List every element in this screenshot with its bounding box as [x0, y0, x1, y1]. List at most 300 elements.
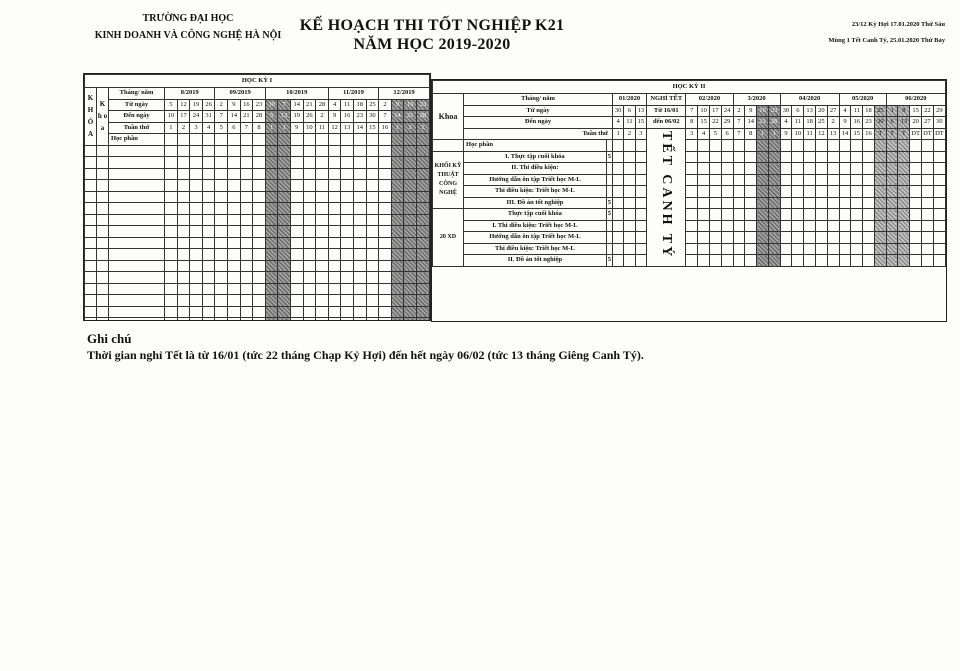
sem1-grid-cell: [240, 157, 253, 169]
sem2-grid-cell: [839, 220, 851, 232]
sem1-grid-cell: [328, 214, 341, 226]
sem2-grid-cell: [757, 255, 769, 267]
sem1-grid-cell: [353, 191, 366, 203]
sem1-grid-cell: [190, 168, 203, 180]
sem1-grid-cell: [316, 157, 329, 169]
sem1-body-cell: [97, 283, 109, 295]
sem1-week-cell: 13: [341, 122, 354, 134]
sem1-grid-cell: [353, 145, 366, 157]
sem2-week-b-cell: 1: [768, 128, 780, 140]
sem2-grid-cell: [768, 255, 780, 267]
sem2-week-b-cell: 11: [804, 128, 816, 140]
sem2-grid-cell: [624, 163, 635, 175]
sem2-grid-cell: [874, 209, 886, 221]
sem1-title: HỌC KỲ I: [85, 75, 430, 88]
sem2-to-a-cell: 15: [635, 117, 646, 129]
sem2-to-b-cell: 22: [709, 117, 721, 129]
sem2-title: HỌC KỲ II: [433, 81, 946, 94]
sem1-grid-cell: [379, 157, 392, 169]
sem2-grid-cell: [922, 140, 934, 152]
sem1-grid-cell: [341, 226, 354, 238]
sem2-grid-cell: [733, 255, 745, 267]
sem1-grid-cell: [391, 283, 404, 295]
school-line-1: TRƯỜNG ĐẠI HỌC: [142, 13, 234, 24]
sem2-grid-cell: [839, 151, 851, 163]
sem1-grid-cell: [303, 191, 316, 203]
sem1-grid-cell: [416, 203, 429, 215]
sem2-week-b-cell: 9: [780, 128, 792, 140]
sem1-grid-cell: [379, 283, 392, 295]
sem2-grid-cell: [933, 140, 945, 152]
sem1-week-cell: 4: [202, 122, 215, 134]
sem2-grid-cell: [721, 243, 733, 255]
sem2-from-b-cell: 6: [792, 105, 804, 117]
sem1-grid-cell: [366, 249, 379, 261]
sem2-grid-cell: [698, 220, 710, 232]
sem1-grid-cell: [366, 157, 379, 169]
sem2-grid-cell: [827, 174, 839, 186]
sem2-from-b-cell: 15: [910, 105, 922, 117]
sem1-to-cell: 31: [202, 111, 215, 123]
sem1-week-cell: 5: [215, 122, 228, 134]
khoa-vertical-1: K H Ó A: [85, 88, 97, 146]
sem2-grid-cell: [863, 186, 875, 198]
sem1-grid-cell: [290, 306, 303, 318]
sem2-grid-cell: [635, 243, 646, 255]
sem1-week-cell: 3: [190, 122, 203, 134]
sem1-grid-cell: [391, 249, 404, 261]
sem1-grid-cell: [190, 249, 203, 261]
sem2-to-b-cell: 23: [863, 117, 875, 129]
sem1-grid-cell: [253, 180, 266, 192]
sem1-month-1: 09/2019: [215, 88, 265, 100]
sem2-grid-cell: [768, 209, 780, 221]
sem2-grid-cell: [757, 220, 769, 232]
sem1-grid-cell: [303, 249, 316, 261]
sem1-grid-cell: [366, 168, 379, 180]
sem1-grid-cell: [391, 168, 404, 180]
sem2-grid-cell: [815, 243, 827, 255]
sem1-grid-cell: [303, 145, 316, 157]
sem1-body-cell: [85, 157, 97, 169]
tet-vertical-label: TẾT CANH TÝ: [659, 130, 675, 260]
sem1-grid-cell: [177, 260, 190, 272]
sem2-grid-cell: [768, 151, 780, 163]
sem2-grid-cell: [780, 140, 792, 152]
sem2-grid-cell: [768, 243, 780, 255]
subject-num-group2-0: 5: [606, 209, 612, 221]
sem2-grid-cell: [898, 232, 910, 244]
tet-range-from: Từ 16/01: [647, 105, 686, 117]
sem1-grid-cell: [177, 249, 190, 261]
sem1-grid-cell: [290, 168, 303, 180]
sem1-from-cell: 26: [202, 99, 215, 111]
sem1-grid-cell: [290, 191, 303, 203]
sem1-grid-cell: [265, 168, 278, 180]
sem2-from-b-cell: 22: [922, 105, 934, 117]
sem1-grid-cell: [228, 237, 241, 249]
sem2-grid-cell: [624, 151, 635, 163]
sem1-grid-cell: [341, 237, 354, 249]
sem2-grid-cell: [804, 174, 816, 186]
sem2-from-b-cell: 2: [733, 105, 745, 117]
sem2-grid-cell: [804, 255, 816, 267]
sem1-body-cell: [109, 180, 165, 192]
sem1-grid-cell: [190, 214, 203, 226]
sem1-grid-cell: [379, 145, 392, 157]
subject-group2-0: Thực tập cuối khóa: [464, 209, 607, 221]
sem2-from-b-cell: 17: [709, 105, 721, 117]
sem2-grid-cell: [745, 163, 757, 175]
sem1-grid-cell: [391, 272, 404, 284]
sem2-grid-cell: [721, 163, 733, 175]
sem2-grid-cell: [721, 151, 733, 163]
sem1-grid-cell: [404, 191, 417, 203]
sem1-grid-cell: [215, 180, 228, 192]
sem2-grid-cell: [709, 220, 721, 232]
sem2-grid-cell: [898, 243, 910, 255]
sem2-week-b-cell: 8: [745, 128, 757, 140]
sem1-grid-cell: [379, 134, 392, 146]
sem2-grid-cell: [815, 140, 827, 152]
sem1-grid-cell: [228, 283, 241, 295]
sem1-body-cell: [109, 157, 165, 169]
sem2-grid-cell: [815, 174, 827, 186]
sem2-grid-cell: [624, 197, 635, 209]
sem2-grid-cell: [635, 209, 646, 221]
sem2-grid-cell: [709, 243, 721, 255]
sem2-grid-cell: [780, 197, 792, 209]
subject-num-group2-4: 5: [606, 255, 612, 267]
sem1-grid-cell: [416, 272, 429, 284]
sem1-grid-cell: [416, 237, 429, 249]
sem2-grid-cell: [624, 186, 635, 198]
sem2-from-b-cell: 9: [745, 105, 757, 117]
sem2-week-b-cell: 12: [815, 128, 827, 140]
sem2-grid-cell: [686, 255, 698, 267]
sem1-body-cell: [109, 226, 165, 238]
sem1-to-cell: 14: [391, 111, 404, 123]
sem2-grid-cell: [686, 232, 698, 244]
note-text: Thời gian nghỉ Tết là từ 16/01 (tức 22 tháng Chạp Kỷ Hợi) đến hết ngày 06/02 (tức 13 tháng Giêng Canh Tý).: [87, 348, 644, 362]
sem1-grid-cell: [316, 318, 329, 322]
sem1-grid-cell: [215, 168, 228, 180]
sem2-grid-cell: [839, 174, 851, 186]
sem2-grid-cell: [874, 163, 886, 175]
sem2-to-b-cell: 30: [874, 117, 886, 129]
sem1-grid-cell: [391, 295, 404, 307]
sem1-grid-cell: [404, 237, 417, 249]
sem2-grid-cell: [898, 209, 910, 221]
kho-vertical-1: K h o a: [97, 88, 109, 146]
sem2-week-a-cell: 2: [624, 128, 635, 140]
sem1-grid-cell: [328, 283, 341, 295]
sem2-grid-cell: [886, 140, 898, 152]
sem2-grid-cell: [635, 151, 646, 163]
sem2-from-b-cell: 29: [933, 105, 945, 117]
sem1-grid-cell: [190, 180, 203, 192]
sem1-grid-cell: [404, 226, 417, 238]
sem1-grid-cell: [215, 283, 228, 295]
sem2-grid-cell: [898, 174, 910, 186]
sem1-grid-cell: [366, 203, 379, 215]
sem2-grid-cell: [745, 186, 757, 198]
sem1-grid-cell: [416, 260, 429, 272]
sem1-grid-cell: [177, 191, 190, 203]
sem1-grid-cell: [290, 260, 303, 272]
sem1-grid-cell: [341, 203, 354, 215]
sem2-grid-cell: [733, 186, 745, 198]
sem1-grid-cell: [278, 168, 291, 180]
sem2-month-3: 3/2020: [733, 94, 780, 106]
sem2-grid-cell: [768, 220, 780, 232]
sem1-from-cell: 9: [391, 99, 404, 111]
sem1-grid-cell: [316, 306, 329, 318]
sem1-from-cell: 23: [416, 99, 429, 111]
sem1-grid-cell: [228, 260, 241, 272]
sem2-grid-cell: [721, 197, 733, 209]
sem1-grid-cell: [290, 203, 303, 215]
sem2-grid-cell: [698, 243, 710, 255]
sem1-grid-cell: [404, 214, 417, 226]
sem2-grid-cell: [922, 186, 934, 198]
sem1-grid-cell: [228, 168, 241, 180]
sem2-grid-cell: [635, 174, 646, 186]
sem1-grid-cell: [265, 203, 278, 215]
sem2-grid-cell: [933, 174, 945, 186]
sem1-week-cell: 8: [253, 122, 266, 134]
sem1-body-cell: [97, 295, 109, 307]
sem2-grid-cell: [851, 197, 863, 209]
sem2-grid-cell: [721, 232, 733, 244]
sem1-grid-cell: [353, 306, 366, 318]
sem1-to-cell: 7: [379, 111, 392, 123]
sem1-grid-cell: [404, 180, 417, 192]
sem1-grid-cell: [391, 191, 404, 203]
sem2-grid-cell: [851, 140, 863, 152]
sem1-grid-cell: [379, 306, 392, 318]
sem1-grid-cell: [265, 295, 278, 307]
sem2-grid-cell: [698, 209, 710, 221]
sem1-grid-cell: [404, 168, 417, 180]
sem2-grid-cell: [698, 163, 710, 175]
sem1-grid-cell: [353, 318, 366, 322]
sem2-from-b-cell: 8: [898, 105, 910, 117]
sem2-grid-cell: [898, 255, 910, 267]
sem1-body-cell: [109, 191, 165, 203]
sem2-grid-cell: [698, 255, 710, 267]
sem2-grid-cell: [757, 209, 769, 221]
sem1-grid-cell: [353, 168, 366, 180]
sem2-grid-cell: [922, 174, 934, 186]
sem1-grid-cell: [303, 203, 316, 215]
sem1-to-cell: 10: [165, 111, 178, 123]
sem1-grid-cell: [278, 226, 291, 238]
sem1-grid-cell: [265, 283, 278, 295]
sem2-grid-cell: [839, 186, 851, 198]
sem1-grid-cell: [253, 157, 266, 169]
sem2-grid-cell: [624, 209, 635, 221]
sem1-grid-cell: [253, 272, 266, 284]
sem2-grid-cell: [698, 232, 710, 244]
sem1-grid-cell: [366, 318, 379, 322]
sem1-body-cell: [85, 237, 97, 249]
sem1-grid-cell: [165, 214, 178, 226]
sem1-grid-cell: [328, 272, 341, 284]
sem1-grid-cell: [366, 180, 379, 192]
sem1-grid-cell: [353, 134, 366, 146]
sem2-grid-cell: [757, 186, 769, 198]
sem1-grid-cell: [265, 180, 278, 192]
sem1-to-cell: 30: [366, 111, 379, 123]
sem2-grid-cell: [815, 220, 827, 232]
sem2-to-b-cell: 15: [698, 117, 710, 129]
sem1-grid-cell: [328, 318, 341, 322]
sem1-grid-cell: [165, 180, 178, 192]
sem1-body-cell: [97, 214, 109, 226]
sem1-grid-cell: [228, 180, 241, 192]
sem1-grid-cell: [290, 157, 303, 169]
sem2-from-label: Từ ngày: [464, 105, 613, 117]
sem1-grid-cell: [366, 134, 379, 146]
sem1-grid-cell: [202, 157, 215, 169]
sem2-from-b-cell: 16: [757, 105, 769, 117]
sem1-grid-cell: [316, 226, 329, 238]
sem1-grid-cell: [265, 237, 278, 249]
sem2-grid-cell: [922, 197, 934, 209]
sem1-grid-cell: [202, 180, 215, 192]
sem1-grid-cell: [290, 249, 303, 261]
sem2-grid-cell: [792, 186, 804, 198]
sem2-from-a-cell: 30: [612, 105, 623, 117]
sem1-grid-cell: [253, 203, 266, 215]
sem1-grid-cell: [316, 295, 329, 307]
sem1-grid-cell: [316, 260, 329, 272]
sem2-grid-cell: [827, 220, 839, 232]
sem1-body-cell: [85, 191, 97, 203]
sem1-grid-cell: [190, 191, 203, 203]
sem2-grid-cell: [792, 243, 804, 255]
sem1-grid-cell: [303, 283, 316, 295]
sem2-week-b-cell: DT: [922, 128, 934, 140]
sem2-week-b-cell: 3: [686, 128, 698, 140]
sem1-body-cell: [85, 226, 97, 238]
sem1-grid-cell: [265, 214, 278, 226]
sem1-grid-cell: [328, 191, 341, 203]
sem1-grid-cell: [202, 191, 215, 203]
sem2-grid-cell: [792, 197, 804, 209]
sem2-grid-cell: [757, 140, 769, 152]
sem2-grid-cell: [851, 255, 863, 267]
sem2-grid-cell: [815, 186, 827, 198]
tet-column: [647, 128, 686, 266]
sem2-grid-cell: [886, 255, 898, 267]
sem2-grid-cell: [733, 174, 745, 186]
sem2-grid-cell: [898, 186, 910, 198]
sem2-from-b-cell: 20: [815, 105, 827, 117]
sem1-grid-cell: [416, 214, 429, 226]
sem2-grid-cell: [910, 197, 922, 209]
sem2-grid-cell: [768, 197, 780, 209]
sem2-grid-cell: [612, 197, 623, 209]
sem2-grid-cell: [874, 140, 886, 152]
sem1-body-cell: [97, 191, 109, 203]
sem1-body-cell: [85, 318, 97, 322]
sem1-grid-cell: [290, 237, 303, 249]
sem2-grid-cell: [839, 243, 851, 255]
sem2-grid-cell: [792, 163, 804, 175]
sem1-grid-cell: [290, 295, 303, 307]
sem2-to-b-cell: 8: [686, 117, 698, 129]
sem1-grid-cell: [366, 283, 379, 295]
sem1-grid-cell: [190, 226, 203, 238]
sem1-grid-cell: [190, 318, 203, 322]
sem1-grid-cell: [404, 134, 417, 146]
sem1-grid-cell: [416, 306, 429, 318]
sem2-to-b-cell: 9: [839, 117, 851, 129]
sem1-week-label: Tuần thứ: [109, 122, 165, 134]
sem1-grid-cell: [215, 295, 228, 307]
sem1-grid-cell: [240, 226, 253, 238]
sem1-to-cell: 21: [240, 111, 253, 123]
sem1-grid-cell: [391, 306, 404, 318]
sem2-grid-cell: [686, 197, 698, 209]
sem1-week-cell: 11: [316, 122, 329, 134]
sem2-from-b-cell: 1: [886, 105, 898, 117]
sem2-week-b-cell: 14: [839, 128, 851, 140]
sem2-grid-cell: [792, 174, 804, 186]
sem2-grid-cell: [792, 140, 804, 152]
sem1-grid-cell: [328, 249, 341, 261]
sem1-grid-cell: [404, 157, 417, 169]
sem2-grid-cell: [933, 243, 945, 255]
sem1-grid-cell: [290, 134, 303, 146]
sem1-grid-cell: [165, 203, 178, 215]
sem2-from-b-cell: 13: [804, 105, 816, 117]
sem1-grid-cell: [391, 260, 404, 272]
sem1-body-cell: [85, 180, 97, 192]
date-note-2: Mùng 1 Tết Canh Tý, 25.01.2020 Thứ Bảy: [828, 37, 945, 44]
sem1-grid-cell: [253, 145, 266, 157]
sem2-grid-cell: [733, 197, 745, 209]
sem2-grid-cell: [922, 163, 934, 175]
sem1-to-cell: 2: [316, 111, 329, 123]
sem2-to-b-cell: 28: [768, 117, 780, 129]
sem2-grid-cell: [709, 151, 721, 163]
sem1-month-2: 10/2019: [265, 88, 328, 100]
sem2-grid-cell: [624, 220, 635, 232]
sem1-grid-cell: [190, 145, 203, 157]
sem1-grid-cell: [253, 283, 266, 295]
sem1-grid-cell: [416, 295, 429, 307]
sem2-grid-cell: [839, 232, 851, 244]
sem1-grid-cell: [278, 203, 291, 215]
sem2-grid-cell: [886, 174, 898, 186]
note-title: Ghi chú: [87, 331, 132, 346]
sem1-grid-cell: [165, 168, 178, 180]
sem2-week-b-cell: T: [898, 128, 910, 140]
sem2-grid-cell: [792, 151, 804, 163]
sem2-to-b-cell: 7: [733, 117, 745, 129]
sem2-grid-cell: [624, 174, 635, 186]
sem2-grid-cell: [709, 163, 721, 175]
sem1-body-cell: [85, 306, 97, 318]
sem1-grid-cell: [341, 214, 354, 226]
sem2-from-b-cell: 10: [698, 105, 710, 117]
sem2-grid-cell: [839, 140, 851, 152]
sem1-body-cell: [109, 306, 165, 318]
sem1-grid-cell: [303, 180, 316, 192]
